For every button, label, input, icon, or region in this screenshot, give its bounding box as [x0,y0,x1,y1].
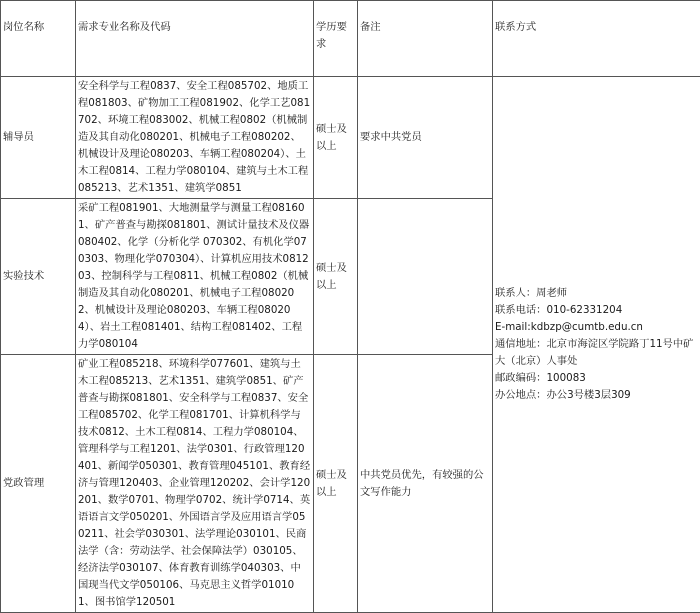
cell-note: 要求中共党员 [358,77,493,199]
contact-email: E-mail:kdbzp@cumtb.edu.cn [495,319,698,336]
contact-office: 办公地点：办公3号楼3层309 [495,387,698,404]
header-contact: 联系方式 [493,1,700,77]
header-education: 学历要求 [314,1,358,77]
cell-major: 采矿工程081901、大地测量学与测量工程081601、矿产普查与勘探081801、测试计量技术及仪器080402、化学（分析化学 070302、有机化学070303、物理化学070304）、计算机应用技术081203、控制科学与工程0811、机械工程0802（机械制造及其自动化080201、机械电子工程080202、机械设计及理论080203、车辆工程080204）、岩土工程081401、结构工程081402、工程力学080104 [76,199,314,355]
table-row [1,77,700,199]
cell-education: 硕士及以上 [314,199,358,355]
cell-major: 矿业工程085218、环境科学077601、建筑与土木工程085213、艺术1351、建筑学0851、矿产普查与勘探081801、安全科学与工程0837、安全工程085702、化学工程081701、计算机科学与技术0812、土木工程0814、工程力学080104、管理科学与工程1201、法学0301、行政管理120401、新闻学050301、教育管理045101、教育经济与管理120403、企业管理120202、会计学120201、数学0701、物理学0702、统计学0714、英语语言文学050201、外国语言学及应用语言学050211、社会学030301、法学理论030101、民商法学（含：劳动法学、社会保障法学）030105、经济法学030107、体育教育训练学040303、中国现当代文学050106、马克思主义哲学010101、图书馆学120501 [76,355,314,613]
header-note: 备注 [358,1,493,77]
header-position: 岗位名称 [1,1,76,77]
cell-note [358,199,493,355]
cell-contact [493,77,700,613]
cell-education: 硕士及以上 [314,77,358,199]
contact-person: 联系人：周老师 [495,285,698,302]
cell-education: 硕士及以上 [314,355,358,613]
cell-position: 党政管理 [1,355,76,613]
cell-note: 中共党员优先，有较强的公文写作能力 [358,355,493,613]
cell-position: 辅导员 [1,77,76,199]
contact-phone: 联系电话：010-62331204 [495,302,698,319]
cell-major: 安全科学与工程0837、安全工程085702、地质工程081803、矿物加工工程081902、化学工艺081702、环境工程083002、机械工程0802（机械制造及其自动化080201、机械电子工程080202、机械设计及理论080203、车辆工程080204）、土木工程0814、工程力学080104、建筑与土木工程085213、艺术1351、建筑学0851 [76,77,314,199]
contact-postcode: 邮政编码：100083 [495,370,698,387]
header-row [1,1,700,77]
contact-address: 通信地址：北京市海淀区学院路丁11号中矿大（北京）人事处 [495,336,698,370]
header-major: 需求专业名称及代码 [76,1,314,77]
cell-position: 实验技术 [1,199,76,355]
